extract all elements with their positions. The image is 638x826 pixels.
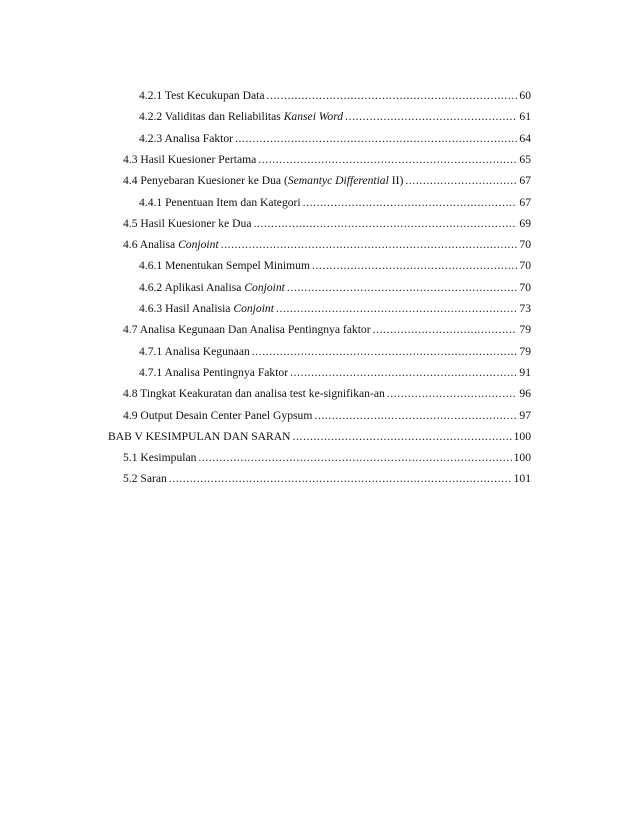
- toc-dot-leader: [221, 237, 518, 253]
- toc-entry: [139, 301, 531, 317]
- toc-dot-leader: [276, 301, 517, 317]
- toc-dot-leader: [198, 450, 511, 466]
- toc-entry-title-part: 4.5 Hasil Kuesioner ke Dua: [123, 217, 252, 230]
- toc-entry-title: [139, 195, 301, 211]
- toc-dot-leader: [169, 471, 512, 487]
- toc-entry-title-part: 4.4.1 Penentuan Item dan Kategori: [139, 196, 301, 209]
- toc-page-number: 64: [519, 132, 531, 145]
- toc-entry-title-part: 4.6 Analisa: [123, 238, 179, 251]
- toc-entry-title-part: 4.2.3 Analisa Faktor: [139, 132, 234, 145]
- toc-entry-title-part: Kansei Word: [283, 110, 344, 123]
- toc-entry-title: [139, 88, 265, 104]
- toc-entry: [139, 195, 531, 211]
- toc-entry-title: [123, 152, 256, 168]
- toc-page-number: 60: [519, 89, 531, 102]
- toc-entry-title: [123, 408, 312, 424]
- toc-dot-leader: [293, 429, 512, 445]
- toc-dot-leader: [290, 365, 517, 381]
- toc-entry: [123, 152, 531, 168]
- toc-dot-leader: [267, 88, 518, 104]
- toc-entry: [139, 280, 531, 296]
- toc-dot-leader: [314, 408, 517, 424]
- toc-entry-title-part: 4.7.1 Analisa Pentingnya Faktor: [139, 366, 289, 379]
- toc-dot-leader: [312, 258, 517, 274]
- toc-entry-title-part: 5.1 Kesimpulan: [123, 451, 197, 464]
- toc-entry-title-part: 5.2 Saran: [123, 472, 167, 485]
- toc-page-number: 70: [519, 259, 531, 272]
- toc-page-number: 101: [513, 472, 531, 485]
- toc-entry-title: [139, 365, 288, 381]
- toc-dot-leader: [303, 195, 518, 211]
- toc-entry-title-part: II): [388, 174, 404, 187]
- toc-dot-leader: [345, 109, 517, 125]
- toc-entry: [139, 109, 531, 125]
- toc-entry-title-part: 4.3 Hasil Kuesioner Pertama: [123, 153, 257, 166]
- toc-entry-title: [139, 131, 233, 147]
- toc-entry: [123, 237, 531, 253]
- toc-entry-title: [139, 109, 343, 125]
- toc-entry-title: [123, 237, 219, 253]
- toc-entry-title-part: 4.7.1 Analisa Kegunaan: [139, 345, 250, 358]
- toc-page-number: 70: [519, 281, 531, 294]
- toc-entry-title-part: 4.6.3 Hasil Analisia: [139, 302, 234, 315]
- toc-entry: [139, 344, 531, 360]
- toc-page-number: 70: [519, 238, 531, 251]
- toc-page-number: 79: [519, 323, 531, 336]
- toc-entry-title-part: Conjoint: [244, 281, 285, 294]
- toc-entry-title: [139, 280, 285, 296]
- toc-entry-title-part: 4.4 Penyebaran Kuesioner ke Dua (: [123, 174, 288, 187]
- toc-dot-leader: [287, 280, 518, 296]
- toc-page-number: 69: [519, 217, 531, 230]
- toc-entry-title-part: 4.7 Analisa Kegunaan Dan Analisa Pentingnya faktor: [123, 323, 371, 336]
- toc-entry: [139, 131, 531, 147]
- toc-entry-title-part: 4.2.2 Validitas dan Reliabilitas: [139, 110, 284, 123]
- toc-entry-title: [123, 450, 196, 466]
- toc-page-number: 91: [519, 366, 531, 379]
- toc-entry: [123, 173, 531, 189]
- toc-entry: [139, 365, 531, 381]
- toc-entry-title-part: 4.6.2 Aplikasi Analisa: [139, 281, 245, 294]
- toc-entry-title: [108, 429, 291, 445]
- toc-dot-leader: [387, 386, 518, 402]
- toc-entry: [123, 386, 531, 402]
- toc-entry-title: [123, 173, 403, 189]
- toc-page-number: 67: [519, 196, 531, 209]
- toc-entry: [123, 471, 531, 487]
- toc-dot-leader: [405, 173, 517, 189]
- toc-entry-title: [123, 471, 167, 487]
- toc-dot-leader: [258, 152, 517, 168]
- toc-entry: [123, 408, 531, 424]
- toc-dot-leader: [253, 216, 517, 232]
- toc-page-number: 73: [519, 302, 531, 315]
- toc-entry-title: [139, 301, 274, 317]
- toc-entry-title: [123, 216, 251, 232]
- toc-entry: [123, 322, 531, 338]
- toc-entry-title: [123, 322, 371, 338]
- toc-entry: [139, 88, 531, 104]
- toc-entry: [123, 450, 531, 466]
- toc-entry-title-part: Conjoint: [178, 238, 219, 251]
- toc-entry: [123, 216, 531, 232]
- toc-entry: [139, 258, 531, 274]
- toc-dot-leader: [252, 344, 518, 360]
- toc-entry-title-part: Conjoint: [233, 302, 274, 315]
- toc-entry-title-part: 4.9 Output Desain Center Panel Gypsum: [123, 409, 313, 422]
- toc-page-number: 79: [519, 345, 531, 358]
- toc-page-number: 67: [519, 174, 531, 187]
- toc-entry: [108, 429, 531, 445]
- toc-entry-title-part: BAB V KESIMPULAN DAN SARAN: [108, 430, 291, 443]
- toc-page-number: 100: [513, 430, 531, 443]
- toc-entry-title-part: 4.6.1 Menentukan Sempel Minimum: [139, 259, 310, 272]
- toc-page-number: 100: [513, 451, 531, 464]
- toc-entry-title-part: 4.2.1 Test Kecukupan Data: [139, 89, 265, 102]
- toc-entry-title-part: Semantyc Differential: [287, 174, 389, 187]
- toc-entry-title: [139, 344, 250, 360]
- toc-page-number: 65: [519, 153, 531, 166]
- toc-page-number: 61: [519, 110, 531, 123]
- toc-entry-title-part: 4.8 Tingkat Keakuratan dan analisa test ke-signifikan-an: [123, 387, 385, 400]
- toc-entry-title: [139, 258, 310, 274]
- toc-page-number: 96: [519, 387, 531, 400]
- toc-dot-leader: [373, 322, 518, 338]
- toc-dot-leader: [235, 131, 517, 147]
- toc-page-number: 97: [519, 409, 531, 422]
- toc-entry-title: [123, 386, 385, 402]
